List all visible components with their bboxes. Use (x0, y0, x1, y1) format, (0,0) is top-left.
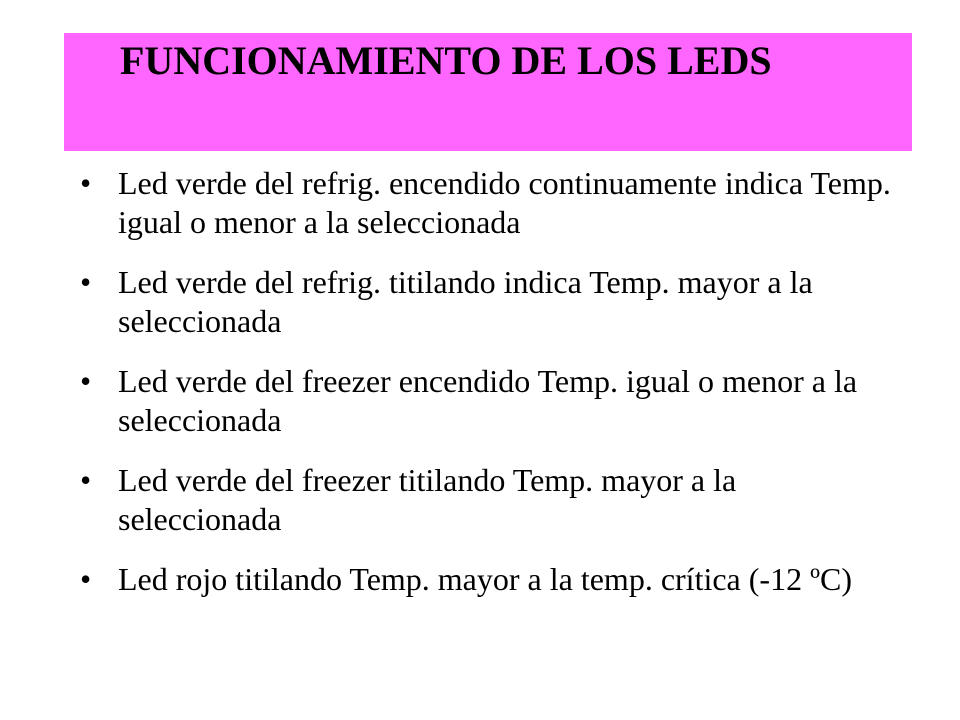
bullet-text: Led verde del refrig. encendido continuamente indica Temp. igual o menor a la seleccionada (118, 165, 891, 240)
bullet-dot-icon: • (80, 363, 92, 399)
bullet-item-refrig-on (80, 164, 900, 242)
title-banner (64, 33, 912, 151)
slide-title: FUNCIONAMIENTO DE LOS LEDS (120, 38, 772, 83)
bullet-item-freezer-on (80, 362, 900, 440)
bullet-text: Led verde del freezer titilando Temp. mayor a la seleccionada (118, 462, 737, 537)
bullet-text: Led rojo titilando Temp. mayor a la temp. crítica (-12 ºC) (118, 561, 852, 597)
bullet-dot-icon: • (80, 165, 92, 201)
bullet-dot-icon: • (80, 264, 92, 300)
bullet-item-refrig-blinking (80, 263, 900, 341)
bullet-dot-icon: • (80, 561, 92, 597)
bullet-item-freezer-blinking (80, 461, 900, 539)
bullet-item-red-blinking (80, 560, 900, 599)
bullet-list (80, 164, 900, 620)
bullet-text: Led verde del refrig. titilando indica Temp. mayor a la seleccionada (118, 264, 813, 339)
bullet-dot-icon: • (80, 462, 92, 498)
bullet-text: Led verde del freezer encendido Temp. igual o menor a la seleccionada (118, 363, 858, 438)
